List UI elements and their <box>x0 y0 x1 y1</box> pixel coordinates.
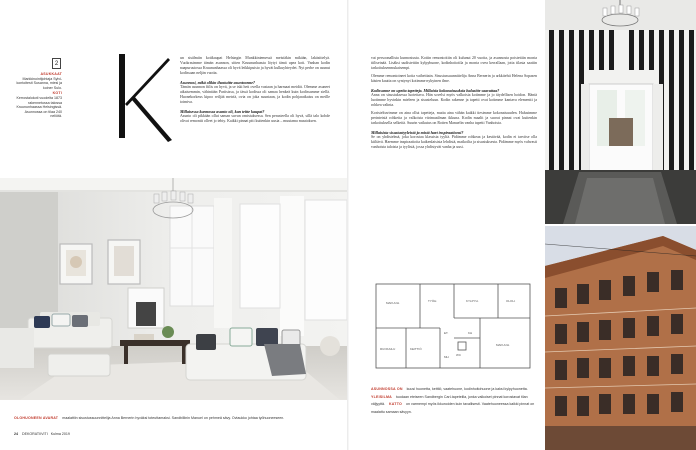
footer-issue: Kulma 2019 <box>50 432 70 436</box>
page-number-box: 2 <box>52 58 61 69</box>
col1-question-1: Asunnosi, mikä olikin ihastuitte asuntoonne? <box>180 80 256 85</box>
article-column-1 <box>180 56 330 124</box>
plan-caption-text-2: tuodaan eteiseen Sandbergin Carl-tapeteilla, jonka valkoiset pinnat korostavat tilan väljyyttä. <box>371 394 528 407</box>
col2-question-2: Millaisista sisustustyyleistä ja mistä haet inspiraationsi? <box>371 130 464 135</box>
col2-question-1: Kodissanne on upeita tapetteja. Millaisia kokonaisuuksia halusitte saavuttaa? <box>371 88 500 93</box>
plan-label-1: TYÖH. <box>428 299 438 303</box>
drop-cap-k-graphic <box>112 46 176 146</box>
page-gutter <box>347 0 349 450</box>
asukkaat-label: ASUKKAAT <box>40 72 62 76</box>
plan-caption-label-1: ASUNNOSSA ON <box>371 387 403 391</box>
plan-label-8: KH <box>468 331 473 335</box>
plan-label-2: KYLPYH. <box>466 299 479 303</box>
page-footer <box>14 432 70 437</box>
col2-paragraph-3: Anna on sisustuksessa luotettava. Hän sovelsi myös valkoisia kotimme ja jo täydellisen hoidon. Häntä luotimme hyvinkin mieleen ja sisusteluun. Kodin rakenne ja tapetti ovat kotimme kantava elementti ja rohkea valinta. <box>371 93 537 107</box>
hallway-photo <box>545 0 696 224</box>
floor-plan <box>370 278 538 378</box>
building-illustration <box>545 226 696 450</box>
plan-label-5: KEITTIÖ <box>410 347 422 351</box>
hallway-illustration <box>545 0 696 224</box>
living-room-caption <box>14 406 314 424</box>
col2-paragraph-2: Olemme remontoineet kotia vaiheittain. Sisustussuunnittelija Anna Bernerin ja arkkitehti Helena Sopasen käsien kautta on syntynyt kotimme nykyinen ilme. <box>371 74 537 83</box>
footer-magazine: DEKORATIIVITI <box>22 432 48 436</box>
footer-page-number: 24 <box>14 432 18 436</box>
plan-label-6: RUOKAILU <box>380 347 396 351</box>
floor-plan-caption <box>371 384 537 414</box>
col1-intro: un sisälmiin kotikaupat Helsingin Munkkiniemessä meistäkin mikään, lakäsittelyä. Vuokrasimme tämän asunnon, sitten Kruununhaasta löytyi tämä upea koti. Vanhan kodin naapurustossa Kruununhaassa oli hyvä leikkipuisto ja hyvät kulkuyhteydet. Nyt perhe on asunut kodissaan neljän vuotta. <box>180 56 330 75</box>
plan-caption-label-2: YLEISILMA <box>371 394 392 399</box>
article-column-2 <box>371 56 537 150</box>
plan-caption-label-3: KATTO <box>388 402 403 407</box>
col2-paragraph-5: Se on yhdistelmä, joka korostaa klassista tyyliä. Pidämme rohkeaa ja kestävää, kodin ei tarvitse olla kiiltävä. Haemme inspiraatioita kaikenlaisista lehdistä, matkoilta ja sisustuksesta. Pidämme myös vahvasti vanhoista taloista ja tyylistä, jossa yhdistyvät vanha ja uusi. <box>371 135 537 149</box>
col1-paragraph-1: Tämän asunnon fiilis on hyvä, ja se iski heti ovella vastaan ja harmaat meidät. Olemme asuneet aikaisemmin, vähintään Pariisissa, ja tässä kodissa oli samaa henkeä kuin kodissamme siellä. Huonekorkeus kipoo reiljää metriä, ovia on joka suuntaan, ja kodin pohjaratkaisu on meille toimiva. <box>180 85 330 104</box>
living-room-illustration <box>0 178 347 400</box>
plan-label-4: ET. <box>444 331 449 335</box>
plan-label-9: MH <box>444 355 449 359</box>
living-caption-label: OLOHUONEEN AVARAT <box>14 416 59 420</box>
asukkaat-text: Markkinointijohtaja Sylvi-kontoitesti Susanna, miesi ja koiner Sulo. <box>16 76 62 90</box>
plan-label-3: OLOH. <box>506 299 516 303</box>
sidebar-info <box>14 58 62 119</box>
koti-label: KOTI <box>52 91 62 96</box>
koti-text: Kerrostalokoti vuodelta 1873 rakennetussa talossa Kruununhaassa Helsingissä. Asunnossa on tilaa 240 neliötä. <box>16 95 62 119</box>
floor-plan-drawing <box>370 278 538 378</box>
col1-question-2: Millaisessa kunnossa asunto oli, kun teitte kaupat? <box>180 109 265 114</box>
col2-paragraph-1: vat persoonallista kunnostusta. Kotiin remontoitiin oli kulunut 20 vuotta, ja asunnosta poistettiin monta tiiliseinää. Lisäksi uudistettiin kylpyhuone, kodinhoitotila ja monta ovea kerrallaan, jotta tilasta saatiin tarkoituksenmukaisempi. <box>371 56 537 70</box>
plan-caption-text-1: kuusi huonetta, keittiö, vaatehuone, kodinhoitohuone ja kaksi kylpyhuonetta. <box>406 387 528 391</box>
building-photo <box>545 226 696 450</box>
plan-caption-text-3: on varmempi myös ikkunoiden kuin tavallisesti. Vaatehuoneessa kaikki pinnat on maalattu samaan sävyyn. <box>371 402 535 414</box>
plan-label-10: MAKUUH. <box>496 343 510 347</box>
living-room-photo <box>0 178 347 400</box>
plan-label-7: WC <box>456 353 461 357</box>
plan-label-0: MAKUUH. <box>386 301 400 305</box>
col1-paragraph-2: Asunto oli pikkään ollut saman suvun omistuksessa. Sen perusteella oli hyvä, sillä talo kohde olivat remontit olleet jo tehty. Kaikki pinnat piti kuitenkin uusia – muutama muutoksen. <box>180 114 330 123</box>
living-caption-text: maalattiin sisustussuunnittelija Anna Bernerin hyväksi toteuttamaksi. Sandbillinin Manuel on pehmeä sävy. Oviaukko johtaa työhuoneeseen. <box>62 416 285 420</box>
col2-paragraph-4: Koristeltuvimme on aina ollut tapetteja, mutta aina vähän kaikki tiesimme kokonaisuuden. Halusimme perinteistä rohkeita ja valkoista värimaailman ikkuna. Kodin maalit ja suorat pinnat ovat kuitenkin tarkoituksella selkeitä. Suurin vaikutus on Rotten Manuelin vanha tapetti Vanhoista. <box>371 111 537 125</box>
drop-cap <box>112 46 176 146</box>
